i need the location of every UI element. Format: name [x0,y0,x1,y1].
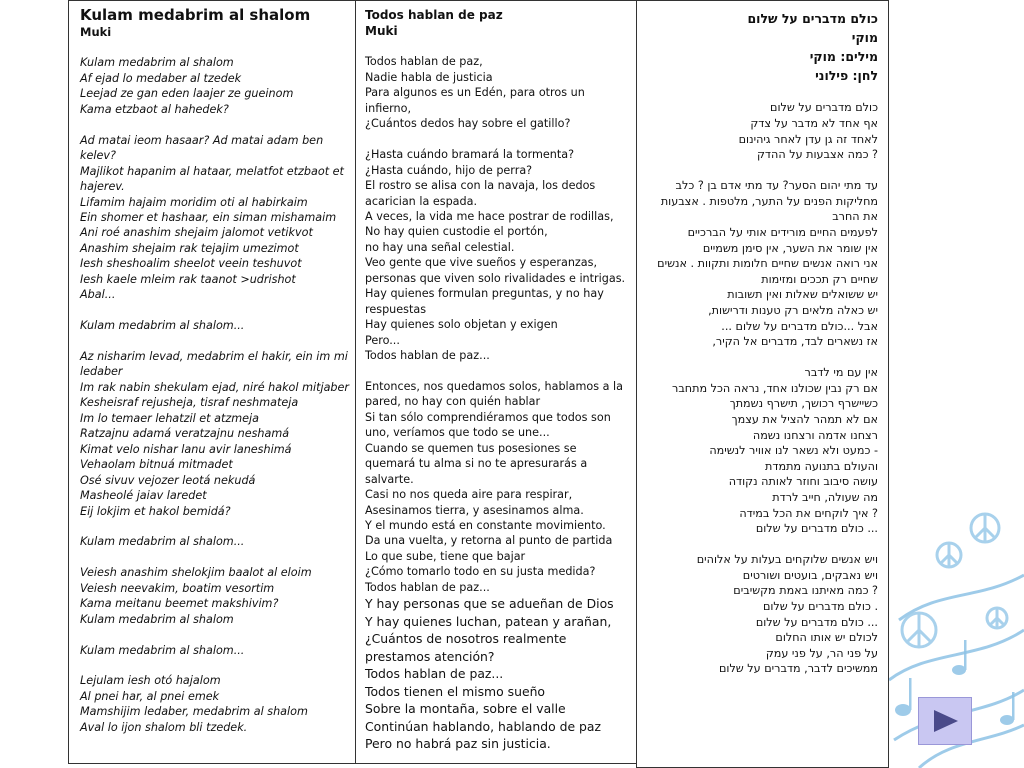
lyric-line: Iesh kaele mleim rak taanot >udrishot [80,272,296,286]
lyric-line: כשיישרף רכושך, תישרף נשמתך [729,397,878,411]
lyric-line: לפעמים החיים מורידים אותי על הברכיים [687,226,878,240]
lyric-line: Si tan sólo comprendiéramos que todos son uno, veríamos que todo se une... [365,410,611,440]
lyric-line: ¿Cuántos dedos hay sobre el gatillo? [365,117,571,131]
lyric-line: Kulam medabrim al shalom... [80,535,245,549]
lyric-line: ויש נאבקים, בועטים ושורטים [742,568,878,582]
lyric-line: Entonces, nos quedamos solos, hablamos a la pared, no hay con quién hablar [365,379,624,409]
lyric-line: Y hay quienes luchan, patean y arañan, [365,613,612,629]
lyric-line: לכולם יש אותו החלום [775,631,878,645]
lyric-line: Az nisharim levad, medabrim el hakir, ein im mi ledaber [80,350,348,379]
lyric-line: Todos hablan de paz... [365,349,490,363]
lyric-line: Lifamim hajaim moridim oti al habirkaim [80,195,308,209]
lyric-line: Kulam medabrim al shalom... [80,319,245,333]
lyric-line: Para algunos es un Edén, para otros un infierno, [365,86,585,115]
lyric-line: ... כולם מדברים על שלום [755,522,878,536]
lyric-line: Hay quienes solo objetan y exigen [365,318,558,332]
hebrew-header-line: מילים: מוקי [809,49,878,64]
lyric-line: אז נשארים לבד, מדברים אל הקיר, [712,335,878,349]
stanza-gap [643,163,878,178]
lyric-line: Anashim shejaim rak tejajim umezimot [80,241,299,255]
lyric-line: עושה סיבוב וחוזר לאותה נקודה [728,475,878,489]
lyric-line: Iesh sheshoalim sheelot veein teshuvot [80,257,302,271]
lyric-line: יש כאלה מלאים רק טענות ודרישות, [708,304,878,317]
lyric-line: Kesheisraf rejusheja, tisraf neshmateja [80,396,299,410]
spanish-lyrics [365,39,630,595]
lyric-line: Vehaolam bitnuá mitmadet [80,458,233,472]
stanza-gap [80,627,349,642]
lyric-line: ? כמה מאיתנו באמת מקשיבים [733,584,878,598]
stanza-gap [643,537,878,552]
lyric-line: Al pnei har, al pnei emek [80,689,220,703]
lyric-line: מה שעולה, חייב לרדת [772,490,878,504]
lyric-line: Casi no nos queda aire para respirar, [365,488,573,502]
lyric-line: ? כמה אצבעות על ההדק [757,148,878,162]
lyric-line: Y el mundo está en constante movimiento. [365,519,606,532]
lyric-line: ? איך לוקחים את הכל במידה [739,506,878,520]
lyric-line: A veces, la vida me hace postrar de rodillas, [365,209,614,223]
lyric-line: Kama meitanu beemet makshivim? [80,597,279,611]
spanish-title: Todos hablan de paz [365,8,503,22]
lyric-line: אבל ...כולם מדברים על שלום ... [721,319,878,333]
lyric-line: ... כולם מדברים על שלום [755,615,878,629]
lyric-line: No hay quien custodie el portón, [365,225,548,239]
lyric-line: Kimat velo nishar lanu avir laneshimá [80,442,292,456]
lyric-line: אין שומר את השער, אין סימן משמיים [702,241,878,255]
lyric-line: Majlikot hapanim al hataar, melatfot etzbaot et hajerev. [80,164,344,194]
stanza-gap [365,132,630,147]
lyric-line: Kama etzbaot al hahedek? [80,102,229,116]
lyric-line: ¿Cómo tomarlo todo en su justa medida? [365,565,596,579]
lyric-line: Lejulam iesh otó hajalom [80,674,221,688]
transliteration-column [68,0,356,764]
lyric-line: Ein shomer et hashaar, ein siman mishamaim [80,210,337,224]
lyric-line: Asesinamos tierra, y asesinamos alma. [365,503,584,517]
lyric-line: אף אחד לא מדבר על צדק [750,117,878,131]
lyric-line: Ad matai ieom hasaar? Ad matai adam ben kelev? [80,133,324,163]
stanza-gap [80,334,349,349]
lyric-line: רצחנו אדמה ורצחנו נשמה [752,428,878,442]
lyric-line: על פני הר, על פני עמק [765,646,878,660]
spanish-column [355,0,637,764]
lyric-line: Leejad ze gan eden laajer ze gueinom [80,87,294,101]
lyric-line: אם רק נבין שכולנו אחד, נראה הכל מתחבר [672,381,878,395]
stanza-gap [365,363,630,378]
lyric-line: Veiesh anashim shelokjim baalot al eloim [80,566,312,580]
stanza-gap [80,40,349,55]
stanza-gap [80,117,349,132]
lyric-line: Aval lo ijon shalom bli tzedek. [80,720,248,734]
lyric-line: Continúan hablando, hablando de paz [365,718,601,734]
lyric-line: Pero no habrá paz sin justicia. [365,736,551,752]
lyric-line: Hay quienes formulan preguntas, y no hay respuestas [365,287,604,316]
stanza-gap [365,39,630,54]
hebrew-column [636,0,889,768]
hebrew-header-line: כולם מדברים על שלום [747,11,878,26]
hebrew-lyrics [643,85,878,677]
lyric-line: Cuando se quemen tus posesiones se quemará tu alma si no te apresurarás a salvarte. [365,441,588,486]
lyric-line: Ani roé anashim shejaim jalomot vetikvot [80,226,313,240]
lyric-line: no hay una señal celestial. [365,240,515,254]
spanish-artist: Muki [365,24,398,38]
lyric-line: Eij lokjim et hakol bemidá? [80,504,231,518]
spanish-lyrics-large [365,595,630,753]
lyric-line: Kulam medabrim al shalom [80,612,234,626]
lyric-line: Af ejad lo medaber al tzedek [80,71,242,85]
lyric-line: אני רואה אנשים שחיים חלומות ותקוות . אנשים שחיים רק תככים ומזימות [657,257,878,286]
lyric-line: Nadie habla de justicia [365,70,493,84]
lyric-line: Todos hablan de paz, [365,55,483,69]
lyric-line: Pero... [365,333,400,347]
translit-artist: Muki [80,25,112,39]
lyric-line: ויש אנשים שלוקחים בעלות על אלוהים [696,553,878,567]
lyric-line: ¿Hasta cuándo bramará la tormenta? [365,148,575,162]
lyric-line: ממשיכים לדבר, מדברים על שלום [718,662,878,676]
lyric-line: Todos hablan de paz... [365,666,504,682]
lyric-line: Y hay personas que se adueñan de Dios [365,596,614,612]
translit-title: Kulam medabrim al shalom [80,6,311,24]
hebrew-header-line: מוקי [851,30,878,45]
lyric-line: El rostro se alisa con la navaja, los dedos acarician la espada. [365,179,596,208]
lyric-line: Veo gente que vive sueños y esperanzas, personas que viven solo rivalidades e intrigas. [365,256,626,285]
stanza-gap [80,519,349,534]
play-button[interactable] [918,697,972,745]
lyric-line: Kulam medabrim al shalom [80,56,234,70]
lyric-line: Abal... [80,288,116,302]
lyric-line: יש ששואלים שאלות ואין תשובות [727,288,878,302]
hebrew-header [643,9,878,85]
lyric-line: ¿Cuántos de nosotros realmente prestamos atención? [365,631,567,664]
lyric-line: Todos tienen el mismo sueño [365,683,546,699]
stanza-gap [80,550,349,565]
lyric-line: מחליקות הפנים על התער, מלטפות . אצבעות את החרב [660,194,878,224]
lyric-line: ¿Hasta cuándo, hijo de perra? [365,163,533,177]
lyric-line: Im lo temaer lehatzil et atzmeja [80,411,259,425]
lyric-line: Im rak nabin shekulam ejad, niré hakol mitjaber [80,380,350,394]
lyric-line: Ratzajnu adamá veratzajnu neshamá [80,427,290,441]
lyric-line: Kulam medabrim al shalom... [80,643,245,657]
lyric-line: Lo que sube, tiene que bajar [365,549,526,563]
lyric-line: - כמעט ולא נשאר לנו אוויר לנשימה [709,444,878,458]
lyric-line: אין עם מי לדבר [804,366,878,380]
lyric-line: Veiesh neevakim, boatim vesortim [80,581,275,595]
play-icon [930,708,960,734]
lyric-line: Sobre la montaña, sobre el valle [365,701,566,717]
hebrew-header-line: לחן: פילוני [815,68,878,83]
stanza-gap [643,85,878,100]
lyric-line: אם לא תמהר להציל את עצמך [731,413,878,426]
lyric-line: Osé sivuv vejozer leotá nekudá [80,473,256,487]
lyric-line: . כולם מדברים על שלום [762,599,878,613]
stanza-gap [643,350,878,365]
lyric-line: Da una vuelta, y retorna al punto de partida [365,534,613,548]
translit-lyrics [80,40,349,735]
stanza-gap [80,303,349,318]
lyric-line: והעולם בתנועה מתמדת [765,459,878,473]
lyric-line: לאחד זה גן עדן לאחר גיהינום [738,132,878,146]
lyric-line: כולם מדברים על שלום [770,101,878,115]
stanza-gap [80,658,349,673]
lyric-line: Masheolé jaiav laredet [80,489,207,503]
lyric-line: Mamshijim ledaber, medabrim al shalom [80,705,308,719]
lyric-line: Todos hablan de paz... [365,580,490,594]
lyric-line: עד מתי יהום הסער? עד מתי אדם בן ? כלב [675,179,878,193]
